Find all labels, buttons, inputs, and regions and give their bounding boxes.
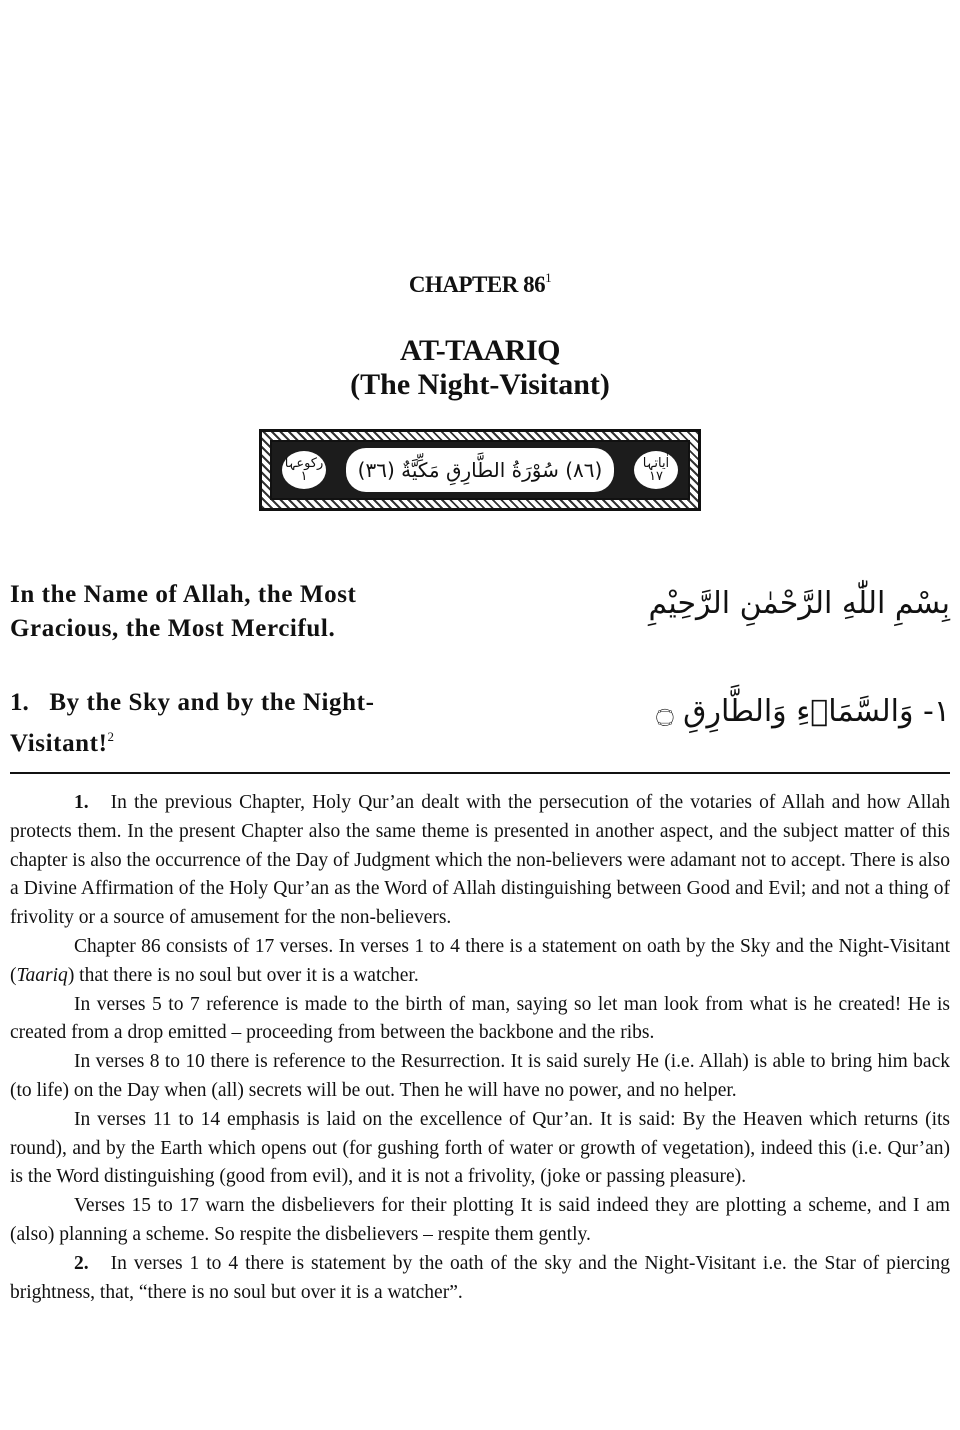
verse-1-footnote-ref[interactable]: 2 [107, 729, 115, 744]
footnote-paragraph: In verses 8 to 10 there is reference to the Resurrection. It is said surely He (i.e. Allah) is able to bring him back (to life) on the Day when (all) secrets will be out. Then he will have no power, and no helper. [10, 1051, 950, 1101]
footnote-1-number: 1. [74, 792, 89, 813]
footnote-divider [10, 772, 950, 774]
banner-surah-name: (٨٦) سُوْرَةُ الطَّارِقِ مَكِّيَّةٌ (٣٦) [346, 448, 615, 492]
basmala-arabic: بِسْمِ اللّٰهِ الرَّحْمٰنِ الرَّحِيْمِ [648, 586, 950, 621]
chapter-footnote-ref[interactable]: 1 [545, 270, 552, 285]
footnote-2-paragraph [10, 1250, 950, 1308]
banner-ruku-cartouche: رکوعہا ١ [282, 451, 326, 489]
footnote-text: ) that there is no soul but over it is a watcher. [67, 964, 419, 986]
banner-ayat-cartouche: اٰیاتہا ١٧ [634, 451, 678, 489]
chapter-title: AT-TAARIQ [400, 334, 560, 367]
footnote-paragraph: In verses 11 to 14 emphasis is laid on the excellence of Qur’an. It is said: By the Heaven which returns (its round), and by the Earth which opens out (for gushing forth of water or growth of vegetation), indeed this (i.e. Qur’an) is the Word distinguishing (good from evil), and it is not a frivolity, (joke or passing pleasure). [10, 1108, 950, 1188]
footnote-text: Chapter 86 consists of 17 verses. In verses 1 to 4 there is a statement on oath by the Sky and the Night-Visitant ( [10, 935, 950, 986]
chapter-subtitle: (The Night-Visitant) [350, 368, 610, 401]
footnote-1-text: In the previous Chapter, Holy Qur’an dealt with the persecution of the votaries of Allah and how Allah protects them. In the present Chapter also the same theme is presented in another aspect, and the subject matter of this chapter is also the occurrence of the Day of Judgment which the non-believers were adamant not to accept. There is also a Divine Affirmation of the Holy Qur’an as the Word of Allah distinguishing between Good and Evil; and not a thing of frivolity or a source of amusement for the non-believers. [10, 792, 950, 929]
verse-1-english [10, 686, 470, 761]
chapter-number: CHAPTER 86 [408, 272, 546, 297]
verse-1-row [10, 686, 950, 756]
verse-1-arabic: ١- وَالسَّمَاۗءِ وَالطَّارِقِ ۝ [656, 694, 950, 729]
footnote-2-text: In verses 1 to 4 there is statement by the oath of the sky and the Night-Visitant i.e. the Star of piercing brightness, that, “there is no soul but over it is a watcher”. [10, 1252, 950, 1303]
verse-1-text: By the Sky and by the Night-Visitant! [10, 689, 375, 757]
basmala-english: In the Name of Allah, the Most Gracious, the Most Merciful. [10, 581, 357, 642]
surah-banner-inner [270, 440, 690, 500]
footnote-1-paragraph [10, 789, 950, 933]
footnote-paragraph: Verses 15 to 17 warn the disbelievers for their plotting It is said indeed they are plotting a scheme, and I am (also) planning a scheme. So respite the disbelievers – respite them gently. [10, 1195, 950, 1245]
surah-banner [259, 429, 701, 511]
footnote-2-number: 2. [74, 1252, 89, 1274]
footnotes [10, 789, 950, 1307]
basmala-row [10, 578, 950, 648]
footnote-paragraph [10, 933, 950, 991]
verse-1-number: 1. [10, 689, 29, 716]
footnote-paragraph: In verses 5 to 7 reference is made to the birth of man, saying so let man look from what is he created! He is created from a drop emitted – proceeding from between the backbone and the ribs. [10, 993, 950, 1044]
chapter-label [0, 270, 960, 298]
footnote-italic-term: Taariq [16, 964, 68, 986]
